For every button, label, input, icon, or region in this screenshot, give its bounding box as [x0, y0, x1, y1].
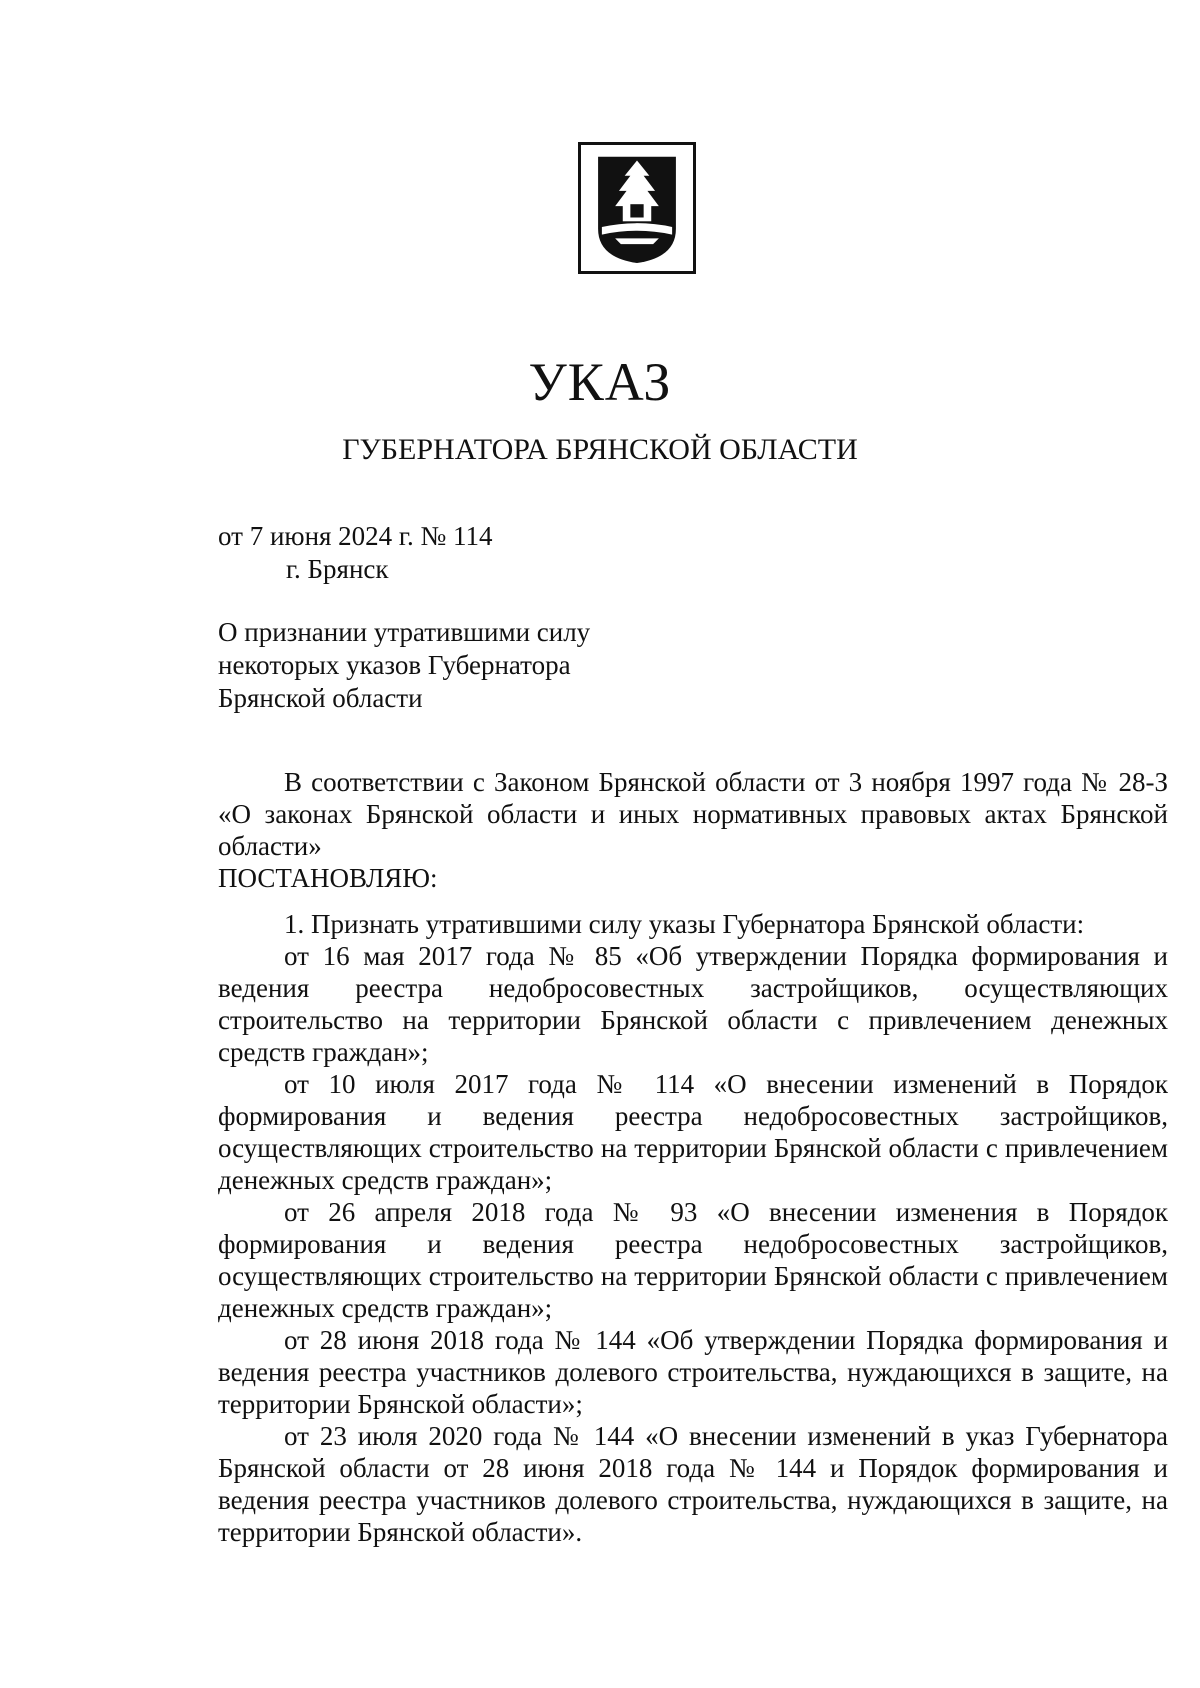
decree-date-number: от 7 июня 2024 г. № 114	[218, 521, 493, 551]
document-title: УКАЗ	[528, 352, 672, 412]
decree-entry: от 28 июня 2018 года № 144 «Об утверждении Порядка формирования и ведения реестра участников долевого строительства, нуждающихся в защите, на территории Брянской области»;	[218, 1325, 1168, 1419]
subject-line-3: Брянской области	[218, 683, 423, 713]
decree-entry: от 23 июля 2020 года № 144 «О внесении изменений в указ Губернатора Брянской области от 28 июня 2018 года № 144 и Порядок формирования и ведения реестра участников долевого строительства, нуждающихся в защите, на территории Брянской области».	[218, 1421, 1168, 1547]
bryansk-coat-of-arms-icon	[581, 145, 693, 271]
decree-city: г. Брянск	[286, 554, 389, 584]
body-text	[218, 766, 1168, 894]
decree-entry: от 26 апреля 2018 года № 93 «О внесении изменения в Порядок формирования и ведения реестра недобросовестных застройщиков, осуществляющих строительство на территории Брянской области с привлечением денежных средств граждан»;	[218, 1197, 1168, 1323]
subject-line-1: О признании утратившими силу	[218, 617, 591, 647]
item-1-intro: 1. Признать утратившими силу указы Губернатора Брянской области:	[284, 909, 1085, 939]
document-subtitle: ГУБЕРНАТОРА БРЯНСКОЙ ОБЛАСТИ	[342, 433, 858, 466]
decree-entry: от 10 июля 2017 года № 114 «О внесении изменений в Порядок формирования и ведения реестра недобросовестных застройщиков, осуществляющих строительство на территории Брянской области с привлечением денежных средств граждан»;	[218, 1069, 1168, 1195]
decree-word: ПОСТАНОВЛЯЮ:	[218, 863, 438, 893]
decree-entry: от 16 мая 2017 года № 85 «Об утверждении Порядка формирования и ведения реестра недобросовестных застройщиков, осуществляющих строительство на территории Брянской области с привлечением денежных средств граждан»;	[218, 941, 1168, 1067]
subject-line-2: некоторых указов Губернатора	[218, 650, 571, 680]
emblem-frame	[578, 142, 696, 274]
item-1-section	[218, 908, 1168, 1548]
preamble-paragraph: В соответствии с Законом Брянской области от 3 ноября 1997 года № 28-З «О законах Брянской области и иных нормативных правовых актах Брянской области»	[218, 767, 1168, 861]
